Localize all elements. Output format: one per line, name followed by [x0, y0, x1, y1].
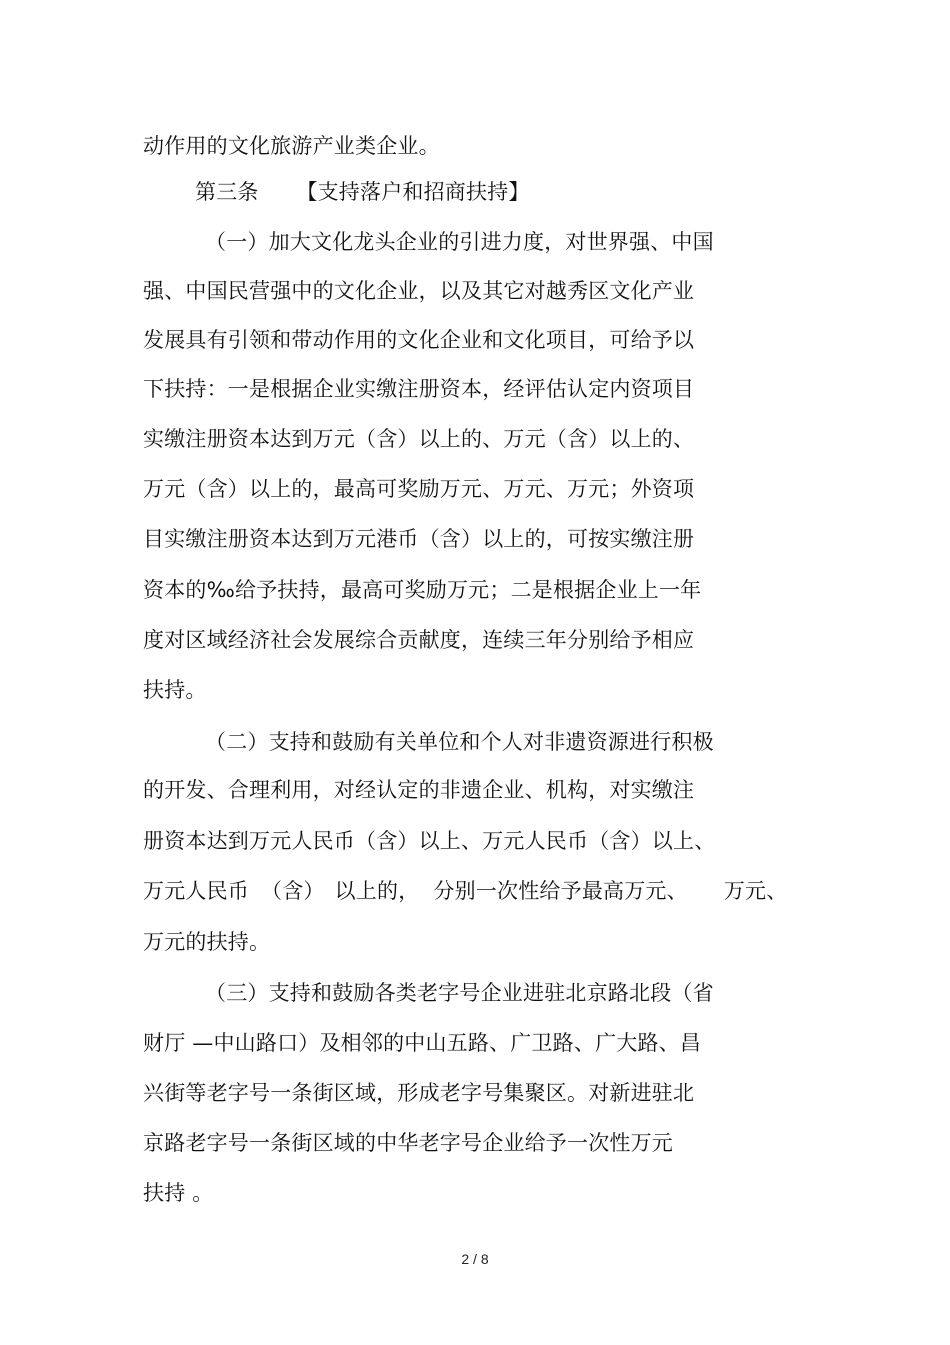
text-segment: 分别一次性给予最高万元、 — [433, 879, 688, 903]
text-line: 度对区域经济社会发展综合贡献度，连续三年分别给予相应 — [143, 628, 695, 652]
text-segment: 万元人民币 — [143, 879, 249, 903]
text-line: 扶持。 — [143, 678, 207, 702]
text-line: 强、中国民营强中的文化企业，以及其它对越秀区文化产业 — [143, 279, 695, 303]
text-line: （二）支持和鼓励有关单位和个人对非遗资源进行积极 — [205, 730, 714, 754]
text-line: 的开发、合理利用，对经认定的非遗企业、机构，对实缴注 — [143, 778, 695, 802]
article-title: 【支持落户和招商扶持】 — [296, 180, 530, 204]
justified-line — [143, 876, 787, 906]
text-line: （三）支持和鼓励各类老字号企业进驻北京路北段（省 — [205, 981, 714, 1005]
text-line: 扶持 。 — [143, 1181, 214, 1205]
text-segment: （含） — [261, 879, 325, 903]
text-line: 财厅 —中山路口）及相邻的中山五路、广卫路、广大路、昌 — [143, 1031, 702, 1055]
text-line: 万元的扶持。 — [143, 930, 271, 954]
text-line: 京路老字号一条街区域的中华老字号企业给予一次性万元 — [143, 1131, 673, 1155]
text-line: 万元（含）以上的，最高可奖励万元、万元、万元；外资项 — [143, 477, 695, 501]
article-label: 第三条 — [195, 180, 259, 204]
text-line: 册资本达到万元人民币（含）以上、万元人民币（含）以上、 — [143, 829, 716, 853]
text-line: 资本的‰给予扶持，最高可奖励万元；二是根据企业上一年 — [143, 578, 702, 602]
text-line: （一）加大文化龙头企业的引进力度，对世界强、中国 — [205, 230, 714, 254]
article-heading — [195, 177, 530, 207]
text-line: 兴街等老字号一条街区域，形成老字号集聚区。对新进驻北 — [143, 1081, 695, 1105]
text-line: 目实缴注册资本达到万元港币（含）以上的，可按实缴注册 — [143, 527, 695, 551]
page-number: 2 / 8 — [461, 1251, 489, 1267]
text-line: 下扶持：一是根据企业实缴注册资本，经评估认定内资项目 — [143, 377, 695, 401]
text-line: 实缴注册资本达到万元（含）以上的、万元（含）以上的、 — [143, 427, 695, 451]
text-line: 发展具有引领和带动作用的文化企业和文化项目，可给予以 — [143, 328, 695, 352]
text-segment: 以上的， — [334, 879, 420, 903]
text-line: 动作用的文化旅游产业类企业。 — [143, 134, 440, 158]
text-segment: 万元、 — [723, 879, 788, 903]
